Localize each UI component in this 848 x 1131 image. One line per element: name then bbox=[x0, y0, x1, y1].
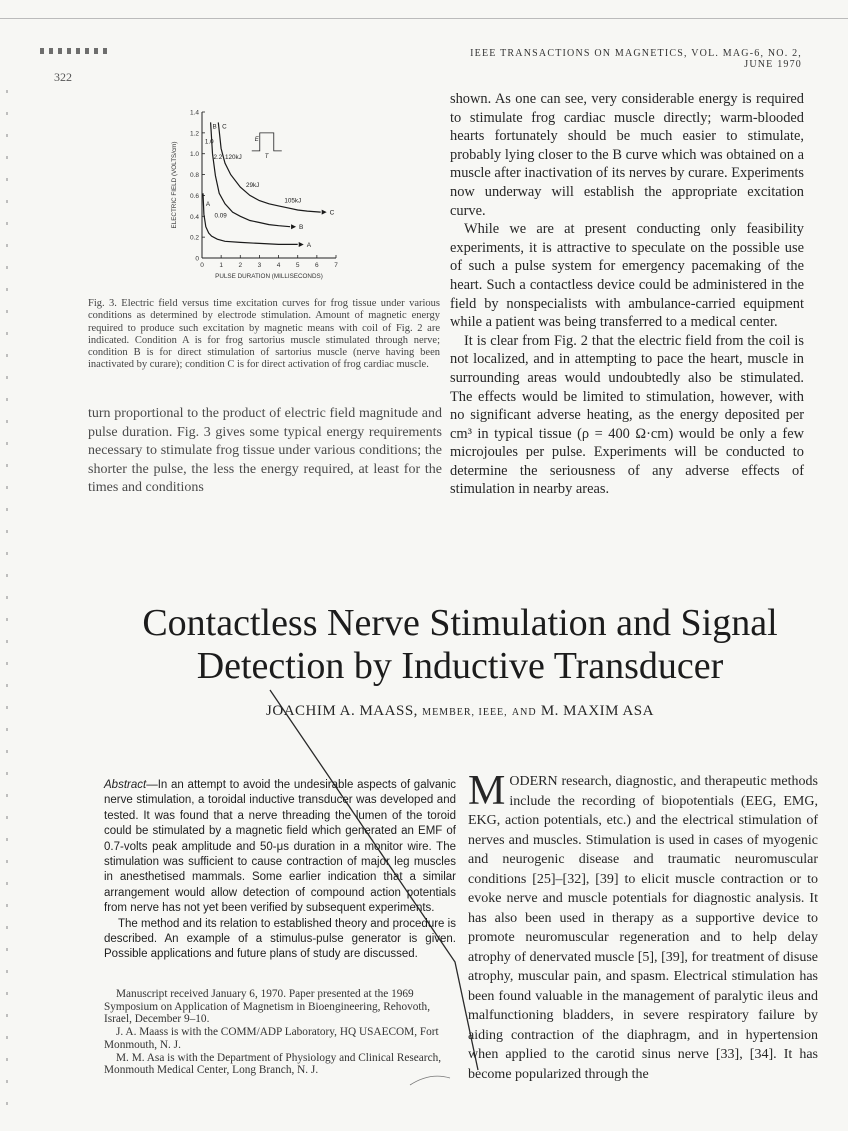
abstract-paragraph-1 bbox=[104, 778, 456, 917]
y-tick-label: 0.8 bbox=[189, 172, 199, 180]
top-left-text: turn proportional to the product of electric field magnitude and pulse duration. Fig. 3 gives some typical energy requirements necessary to stimulate frog tissue under various conditions; the shorter the pulse, the less the energy required, at least for the times and conditions bbox=[88, 406, 442, 495]
y-tick-label: 0.2 bbox=[189, 234, 199, 242]
figure-caption: Fig. 3. Electric field versus time excitation curves for frog tissue under various conditions as determined by electrode stimulation. Amount of magnetic energy required to produce such excitation by magnetic means with coil of Fig. 2 are indicated. Condition A is for frog sartorius muscle stimulated through nerve; condition B is for direct stimulation of sartorius muscle (nerve having been inactivated by curare); condition C is for direct activation of frog cardiac muscle. bbox=[88, 298, 440, 371]
footnote bbox=[104, 988, 458, 1077]
x-tick-label: 5 bbox=[295, 262, 300, 269]
energy-annotation: C bbox=[222, 123, 227, 131]
y-tick-label: 0.6 bbox=[189, 192, 199, 200]
curve-label-c: C bbox=[329, 209, 335, 217]
title-line-2: Detection by Inductive Transducer bbox=[196, 645, 724, 687]
running-header: IEEE TRANSACTIONS ON MAGNETICS, VOL. MAG-6, NO. 2, JUNE 1970 bbox=[470, 48, 802, 70]
x-tick-label: 1 bbox=[219, 262, 223, 269]
x-tick-label: 3 bbox=[257, 262, 262, 269]
intro-text: ODERN research, diagnostic, and therapeutic methods include the recording of biopotentials (EEG, EMG, EKG, action potentials, etc.) and the electrical stimulation of nerves and muscles. Stimulation is used in cases of myogenic and neurogenic disease and traumatic neuromuscular conditions [25]–[32], [39] to elicit muscle contraction or to evoke nerve and muscle potentials for diagnostic analysis. It has also been used in therapy as a supportive device to promote neuromuscular regeneration and to help delay atrophy of denervated muscle [5], [39], for treatment of disuse atrophy, muscular pain, and spasm. Electrical stimulation has been found valuable in the management of paralytic ileus and malfunctioning bladders, in severe respiratory failure by aiding contraction of the diaphragm, and in hypertension when applied to the carotid sinus nerve [33], [34]. It has become popularized through the bbox=[468, 774, 818, 1082]
energy-annotation: A bbox=[205, 200, 211, 208]
abstract bbox=[104, 778, 456, 963]
right-paragraph-3: It is clear from Fig. 2 that the electric field from the coil is not localized, and in attempting to pace the heart, muscle in surrounding areas would undoubtedly also be stimulated. The effects would be limited to stimulation, however, with no significant adverse heating, as the energy deposited per cm³ in typical tissue (ρ = 400 Ω·cm) would be only a few microjoules per pulse. Experiments will be conducted to determine the seriousness of any adverse effects of stimulation in nearby areas. bbox=[450, 332, 804, 498]
author-2: M. MAXIM ASA bbox=[540, 703, 654, 719]
curve-label-b: B bbox=[299, 224, 304, 232]
right-paragraph-2: While we are at present conducting only feasibility experiments, it is attractive to speculate on the possible use of such a pulse system for emergency pacemaking of the heart. Such a contactless device could be administered in the field by nonspecialists with ambulance-carried equipment while a patient was being transferred to a medical center. bbox=[450, 221, 804, 331]
curve-label-a: A bbox=[306, 241, 312, 249]
y-tick-label: 0.4 bbox=[189, 213, 199, 221]
inset-label-t: T bbox=[264, 153, 269, 160]
y-axis-label: ELECTRIC FIELD (VOLTS/cm) bbox=[171, 141, 178, 229]
y-tick-label: 1.0 bbox=[189, 151, 199, 159]
footnote-received: Manuscript received January 6, 1970. Paper presented at the 1969 Symposium on Application of Magnetism in Bioengineering, Rehovoth, Israel, December 9–10. bbox=[104, 988, 431, 1026]
x-tick-label: 0 bbox=[200, 262, 204, 269]
x-tick-label: 4 bbox=[276, 262, 281, 269]
author-conjunction: AND bbox=[511, 707, 537, 718]
abstract-text-1: —In an attempt to avoid the undesirable aspects of galvanic nerve stimulation, a toroidal inductive transducer was developed and tested. It was found that a nerve threading the lumen of the toroid could be stimulated by a magnetic field which generated an EMF of 0.7-volts peak amplitude and 50-μs duration in a monitor wire. The stimulation was sufficient to cause contraction of major leg muscles in anesthetised mammals. Some earlier indication that a similar arrangement would allow detection of compound action potentials from nerve has not yet been verified by subsequent experiments. bbox=[104, 779, 456, 915]
title-line-1: Contactless Nerve Stimulation and Signal bbox=[142, 602, 778, 644]
introduction bbox=[468, 768, 818, 1084]
energy-annotation: 0.09 bbox=[214, 212, 227, 220]
author-1-role: MEMBER, IEEE, bbox=[422, 707, 508, 718]
energy-annotation: 29kJ bbox=[246, 182, 260, 190]
x-tick-label: 6 bbox=[315, 262, 319, 269]
x-axis-label: PULSE DURATION (MILLISECONDS) bbox=[215, 273, 323, 280]
inset-label-e: E bbox=[254, 136, 259, 143]
abstract-paragraph-2: The method and its relation to established theory and procedure is described. An example of a stimulus-pulse generator is given. Possible applications and future plans of study are discussed. bbox=[104, 917, 456, 961]
abstract-lead: Abstract bbox=[104, 779, 147, 791]
x-tick-label: 2 bbox=[238, 262, 243, 269]
y-tick-label: 0 bbox=[195, 255, 199, 263]
author-1: JOACHIM A. MAASS, bbox=[266, 703, 418, 719]
page-number: 322 bbox=[54, 70, 72, 84]
drop-cap: M bbox=[468, 768, 506, 814]
x-tick-label: 7 bbox=[334, 262, 338, 269]
energy-annotation: 120kJ bbox=[224, 153, 242, 161]
energy-annotation: B bbox=[212, 123, 217, 131]
energy-annotation: 105kJ bbox=[284, 197, 302, 205]
energy-annotation: 2.2 bbox=[213, 153, 223, 161]
footnote-author-1: J. A. Maass is with the COMM/ADP Laboratory, HQ USAECOM, Fort Monmouth, N. J. bbox=[104, 1026, 439, 1051]
y-tick-label: 1.4 bbox=[189, 109, 199, 117]
energy-annotation: 1.0 bbox=[204, 138, 214, 146]
y-tick-label: 1.2 bbox=[189, 130, 199, 138]
footnote-author-2: M. M. Asa is with the Department of Physiology and Clinical Research, Monmouth Medical Center, Long Branch, N. J. bbox=[104, 1051, 442, 1077]
right-paragraph-1: shown. As one can see, very considerable energy is required to stimulate frog cardiac muscle directly; warm-blooded hearts fortunately should be much easier to stimulate, probably lying closer to the B curve which was obtained on a muscle after inactivation of its nerves by curare. Experiments now underway will establish the appropriate excitation curve. bbox=[450, 91, 804, 219]
